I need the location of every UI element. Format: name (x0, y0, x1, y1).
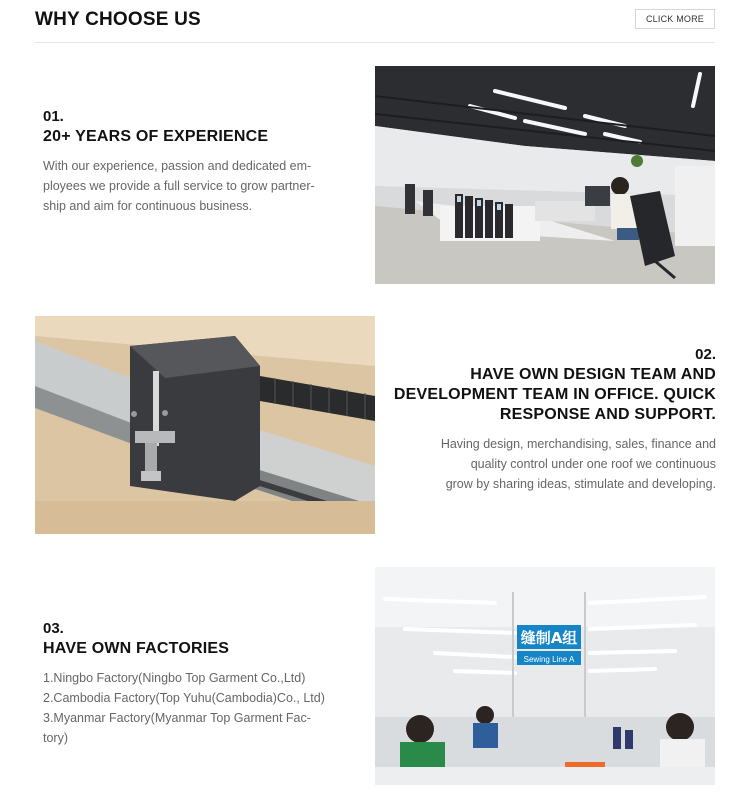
section-3-text (43, 619, 353, 748)
section-2-heading-line: RESPONSE AND SUPPORT. (499, 406, 716, 423)
sewing-sign-english: Sewing Line A (523, 655, 575, 664)
section-3-number: 03. (43, 620, 64, 637)
factory-list-item: 3.Myanmar Factory(Myanmar Top Garment Fac- (43, 711, 311, 725)
factory-list-item: tory) (43, 731, 68, 745)
section-1-number: 01. (43, 108, 64, 125)
section-header (35, 0, 715, 43)
section-1-text (43, 107, 343, 216)
factory-list-item: 2.Cambodia Factory(Top Yuhu(Cambodia)Co., Ltd) (43, 691, 325, 705)
section-1-line: With our experience, passion and dedicated em- (43, 159, 312, 173)
section-3-body (43, 668, 353, 748)
section-2-line: quality control under one roof we continuous (470, 457, 716, 471)
cutting-machine-photo (35, 316, 375, 534)
section-2-line: Having design, merchandising, sales, finance and (440, 437, 716, 451)
section-2-heading (385, 365, 716, 425)
section-1-heading: 20+ YEARS OF EXPERIENCE (43, 128, 269, 145)
factory-photo (375, 567, 715, 785)
section-title: WHY CHOOSE US (35, 9, 201, 30)
section-2-number: 02. (695, 346, 716, 363)
section-1-body (43, 156, 343, 216)
click-more-button[interactable]: CLICK MORE (635, 9, 715, 29)
section-2-heading-line: DEVELOPMENT TEAM IN OFFICE. QUICK (393, 386, 716, 403)
section-2-text (385, 345, 716, 494)
section-2-heading-line: HAVE OWN DESIGN TEAM AND (470, 366, 716, 383)
section-1-line: ship and aim for continuous business. (43, 199, 253, 213)
sewing-sign-chinese: 缝制A组 (520, 629, 578, 647)
office-photo (375, 66, 715, 284)
section-2-line: grow by sharing ideas, stimulate and developing. (445, 477, 716, 491)
section-1-line: ployees we provide a full service to grow partner- (43, 179, 315, 193)
section-3-heading: HAVE OWN FACTORIES (43, 640, 230, 657)
section-2-body (385, 434, 716, 494)
factory-list-item: 1.Ningbo Factory(Ningbo Top Garment Co.,Ltd) (43, 671, 306, 685)
